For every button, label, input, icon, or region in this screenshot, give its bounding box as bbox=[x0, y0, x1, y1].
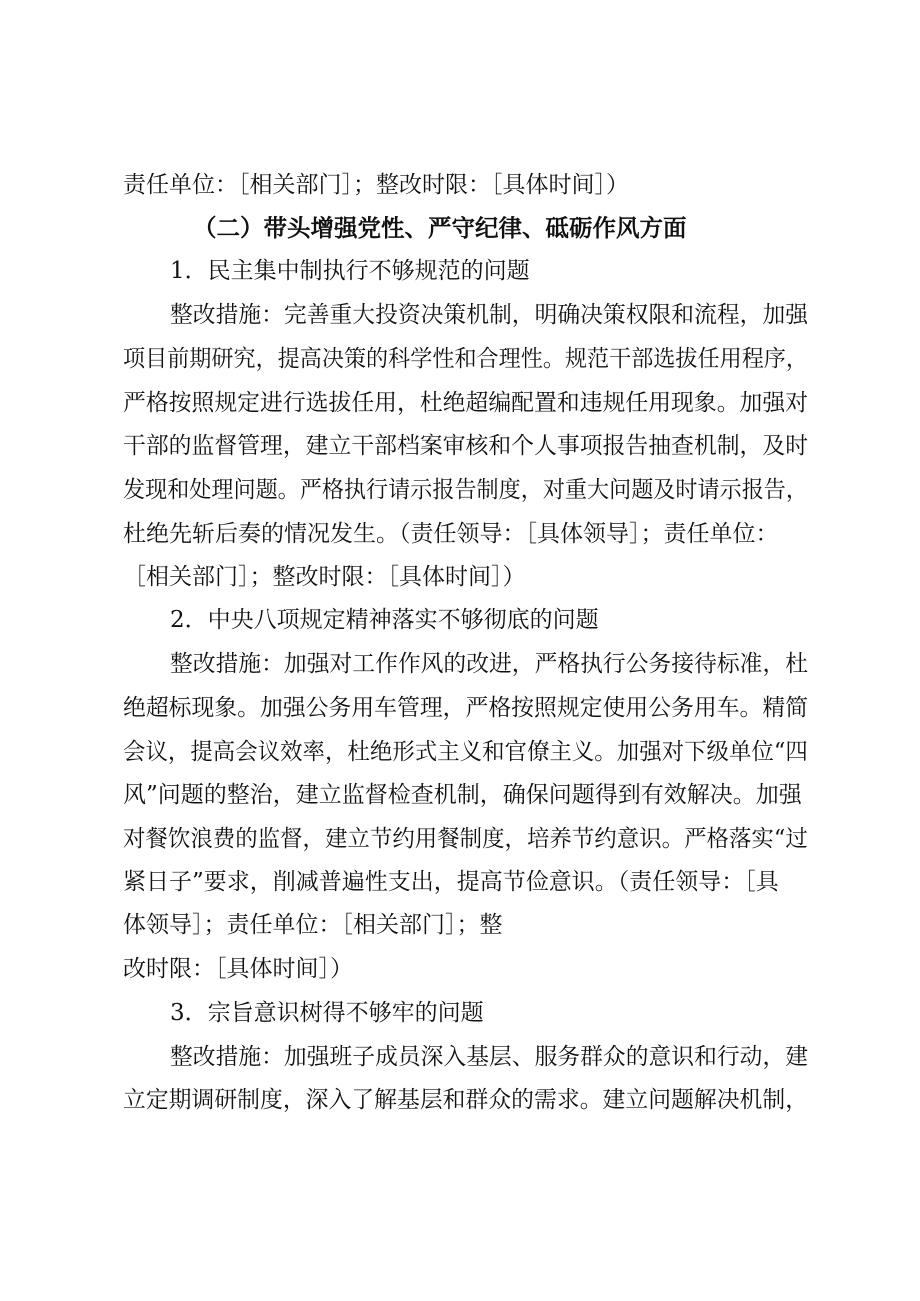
line-text: 干部的监督管理，建立干部档案审核和个人事项报告抽查机制，及时 bbox=[123, 433, 809, 459]
text-line bbox=[0, 296, 920, 334]
text-line bbox=[0, 1038, 920, 1076]
line-text: 对餐饮浪费的监督，建立节约用餐制度，培养节约意识。严格落实“过 bbox=[123, 826, 808, 852]
line-text: 绝超标现象。加强公务用车管理，严格按照规定使用公务用车。精简 bbox=[123, 695, 809, 721]
line-text: 改时限：［具体时间］） bbox=[123, 956, 353, 982]
text-line bbox=[0, 863, 920, 901]
text-line bbox=[0, 515, 920, 553]
line-text: 1．民主集中制执行不够规范的问题 bbox=[170, 258, 530, 284]
text-line bbox=[0, 950, 920, 988]
line-text: 立定期调研制度，深入了解基层和群众的需求。建立问题解决机制， bbox=[123, 1087, 809, 1113]
line-text: 风”问题的整治，建立监督检查机制，确保问题得到有效解决。加强 bbox=[123, 782, 802, 808]
text-line bbox=[0, 820, 920, 858]
line-text: 会议，提高会议效率，杜绝形式主义和官僚主义。加强对下级单位“四 bbox=[123, 739, 808, 765]
text-line bbox=[0, 471, 920, 509]
line-text: 2．中央八项规定精神落实不够彻底的问题 bbox=[170, 607, 599, 633]
text-line bbox=[0, 340, 920, 378]
item-title bbox=[0, 601, 920, 639]
text-line bbox=[0, 384, 920, 422]
line-text: 项目前期研究，提高决策的科学性和合理性。规范干部选拔任用程序， bbox=[123, 346, 808, 372]
text-line bbox=[0, 427, 920, 465]
item-title bbox=[0, 994, 920, 1032]
line-text: 严格按照规定进行选拔任用，杜绝超编配置和违规任用现象。加强对 bbox=[123, 390, 809, 416]
text-line bbox=[0, 776, 920, 814]
line-text: 整改措施：完善重大投资决策机制，明确决策权限和流程，加强 bbox=[170, 302, 809, 328]
text-line bbox=[0, 689, 920, 727]
line-text: 体领导］；责任单位：［相关部门］；整 bbox=[123, 912, 503, 938]
text-line bbox=[0, 166, 920, 204]
line-text: ［相关部门］；整改时限：［具体时间］） bbox=[123, 564, 526, 590]
line-text: 发现和处理问题。严格执行请示报告制度，对重大问题及时请示报告， bbox=[123, 477, 808, 503]
line-text: 整改措施：加强班子成员深入基层、服务群众的意识和行动，建 bbox=[170, 1044, 809, 1070]
line-text: 紧日子”要求，削减普遍性支出，提高节俭意识。（责任领导：［具 bbox=[123, 869, 779, 895]
line-text: 责任单位：［相关部门］；整改时限：［具体时间］） bbox=[123, 172, 629, 198]
item-title bbox=[0, 252, 920, 290]
text-line bbox=[0, 558, 920, 596]
line-text: 整改措施：加强对工作作风的改进，严格执行公务接待标准，杜 bbox=[170, 651, 809, 677]
line-text: 3．宗旨意识树得不够牢的问题 bbox=[170, 1000, 484, 1026]
section-heading bbox=[0, 209, 920, 247]
text-line bbox=[0, 645, 920, 683]
heading-text: （二）带头增强党性、严守纪律、砥砺作风方面 bbox=[193, 214, 687, 242]
text-line bbox=[0, 733, 920, 771]
text-line bbox=[0, 1081, 920, 1119]
line-text: 杜绝先斩后奏的情况发生。（责任领导：［具体领导］；责任单位： bbox=[123, 521, 779, 547]
text-line bbox=[0, 906, 920, 944]
